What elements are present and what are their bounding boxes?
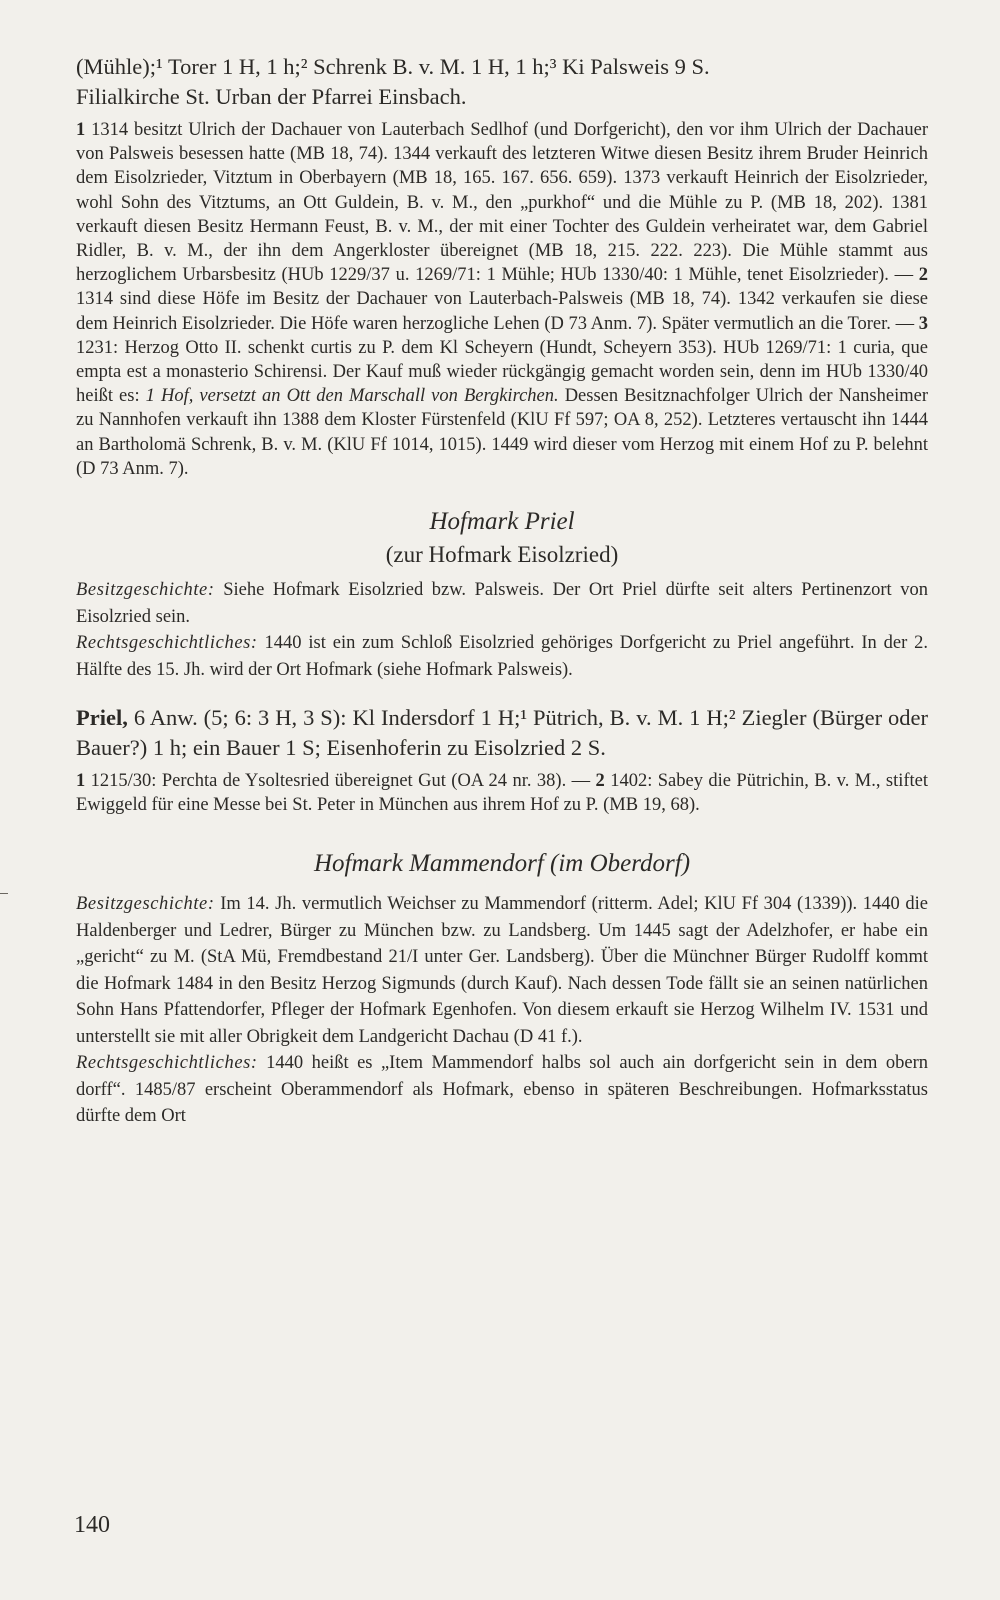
footnote-paragraph bbox=[76, 769, 928, 817]
besitzgeschichte-text: Im 14. Jh. vermutlich Weichser zu Mammendorf (ritterm. Adel; KlU Ff 304 (1339)). 1440 die Haldenberger und Ledrer, Bürger zu München bzw. zu Landsberg. Um 1445 sagt der Adelzhofer, er habe ein „gericht“ zu M. (StA Mü, Fremdbestand 21/I unter Ger. Landsberg). Über die Münchner Bürger Rudolff kommt die Hofmark 1484 in den Besitz Herzog Sigmunds (durch Kauf). Nach dessen Tode fällt sie an seinen natürlichen Sohn Hans Pfattendorfer, Pfleger der Hofmark Egenhofen. Von diesem erkauft sie Herzog Wilhelm IV. 1531 und unterstellt sie mit aller Obrigkeit dem Landgericht Dachau (D 41 f.). bbox=[76, 894, 928, 1047]
rechtsgeschichte-paragraph bbox=[76, 630, 928, 683]
footnotes-palsweis bbox=[76, 118, 928, 481]
intro-paragraph bbox=[76, 52, 928, 112]
section-body bbox=[76, 891, 928, 1130]
section-hofmark-priel bbox=[76, 505, 928, 683]
footnote-text: 1314 sind diese Höfe im Besitz der Dachauer von Lauterbach-Palsweis (MB 18, 74). 1342 verkaufen sie diese dem Heinrich Eisolzrieder. Die Höfe waren herzogliche Lehen (D 73 Anm. 7). Später vermutlich an die Torer. bbox=[76, 289, 928, 334]
footnote-text: Dessen Besitznachfolger Ulrich der Nansheimer zu Nannhofen verkauft ihn 1388 dem Kloster Fürstenfeld (KlU Ff 597; OA 8, 252). Letzteres vertauscht ihn 1444 an Bartholomä Schrenk, B. v. M. (KlU Ff 1014, 1015). 1449 wird dieser vom Herzog mit einem Hof zu P. belehnt (D 73 Anm. 7). bbox=[76, 386, 928, 479]
section-body bbox=[76, 577, 928, 683]
rechtsgeschichte-text: 1440 ist ein zum Schloß Eisolzried gehöriges Dorfgericht zu Priel angeführt. In der 2. Hälfte des 15. Jh. wird der Ort Hofmark (siehe Hofmark Palsweis). bbox=[76, 633, 928, 680]
rechtsgeschichte-text: 1440 heißt es „Item Mammendorf halbs sol auch ain dorfgericht sein in dem obern dorff“. 1485/87 erscheint Oberammendorf als Hofmark, ebenso in späteren Beschreibungen. Hofmarksstatus dürfte dem Ort bbox=[76, 1053, 928, 1127]
footnote-dash: — bbox=[890, 313, 919, 334]
section-title: Hofmark Mammendorf (im Oberdorf) bbox=[313, 850, 691, 878]
besitzgeschichte-paragraph bbox=[76, 577, 928, 630]
footnotes-priel bbox=[76, 769, 928, 817]
besitzgeschichte-paragraph bbox=[76, 891, 928, 1050]
besitzgeschichte-label: Besitzgeschichte: bbox=[76, 894, 215, 915]
entry-text: 6 Anw. (5; 6: 3 H, 3 S): Kl Indersdorf 1 H;¹ Pütrich, B. v. M. 1 H;² Ziegler (Bürger oder Bauer?) 1 h; ein Bauer 1 S; Eisenhoferin zu Eisolzried 2 S. bbox=[76, 705, 928, 761]
footnote-number: 2 bbox=[918, 265, 928, 286]
rechtsgeschichte-label: Rechtsgeschichtliches: bbox=[76, 1053, 258, 1074]
footnote-number: 1 bbox=[76, 771, 86, 792]
section-hofmark-mammendorf bbox=[76, 847, 928, 1130]
footnote-italic-quote: 1 Hof, versetzt an Ott den Marschall von Bergkirchen. bbox=[145, 386, 559, 407]
footnote-text: 1215/30: Perchta de Ysoltesried übereignet Gut (OA 24 nr. 38). bbox=[85, 771, 567, 792]
footnote-text: 1314 besitzt Ulrich der Dachauer von Lauterbach Sedlhof (und Dorfgericht), den vor ihm Ulrich der Dachauer von Palsweis besessen hatte (MB 18, 74). 1344 verkauft des letzteren Witwe diesen Besitz ihrem Bruder Heinrich dem Eisolzrieder, Vitztum in Oberbayern (MB 18, 165. 167. 656. 659). 1373 verkauft Heinrich der Eisolzrieder, wohl Sohn des Vitztums, an Ott Guldein, B. v. M., den „purkhof“ und die Mühle zu P. (MB 18, 202). 1381 verkauft diesen Besitz Hermann Feust, B. v. M., der mit einer Tochter des Guldein verheiratet war, dem Gabriel Ridler, B. v. M., der ihn dem Angerkloster übereignet (MB 18, 215. 222. 223). Die Mühle stammt aus herzoglichem Urbarsbesitz (HUb 1229/37 u. 1269/71: 1 Mühle; HUb 1330/40: 1 Mühle, tenet Eisolzrieder). bbox=[76, 120, 928, 286]
besitzgeschichte-label: Besitzgeschichte: bbox=[76, 580, 215, 601]
footnote-paragraph bbox=[76, 118, 928, 481]
footnote-number: 1 bbox=[76, 120, 86, 140]
entry-paragraph bbox=[76, 703, 928, 763]
section-title: Hofmark Priel bbox=[429, 508, 575, 536]
footnote-dash: — bbox=[566, 771, 596, 792]
intro-line-1: (Mühle);¹ Torer 1 H, 1 h;² Schrenk B. v. M. 1 H, 1 h;³ Ki Palsweis 9 S. bbox=[76, 54, 710, 79]
page-number: 140 bbox=[74, 1512, 110, 1538]
rechtsgeschichte-label: Rechtsgeschichtliches: bbox=[76, 633, 258, 654]
rechtsgeschichte-paragraph bbox=[76, 1050, 928, 1130]
footnote-dash: — bbox=[888, 265, 919, 286]
footnote-number: 3 bbox=[918, 313, 929, 334]
document-page bbox=[76, 52, 928, 1130]
besitzgeschichte-text: Siehe Hofmark Eisolzried bzw. Palsweis. Der Ort Priel dürfte seit alters Pertinenzort von Eisolzried sein. bbox=[76, 580, 928, 627]
margin-mark bbox=[0, 893, 8, 894]
entry-name: Priel, bbox=[76, 705, 128, 731]
footnote-text: 1231: Herzog Otto II. schenkt curtis zu P. dem Kl Scheyern (Hundt, Scheyern 353). HUb 1269/71: 1 curia, que empta est a monasterio Schirensi. Der Kauf muß wieder rückgängig gemacht worden sein, denn im HUb 1330/40 heißt es: bbox=[76, 337, 928, 407]
footnote-text: 1402: Sabey die Pütrichin, B. v. M., stiftet Ewiggeld für eine Messe bei St. Peter in München aus ihrem Hof zu P. (MB 19, 68). bbox=[76, 771, 929, 816]
intro-line-2: Filialkirche St. Urban der Pfarrei Einsbach. bbox=[76, 84, 467, 109]
entry-priel bbox=[76, 703, 928, 763]
section-subtitle: (zur Hofmark Eisolzried) bbox=[385, 542, 619, 568]
footnote-number: 2 bbox=[595, 771, 605, 792]
